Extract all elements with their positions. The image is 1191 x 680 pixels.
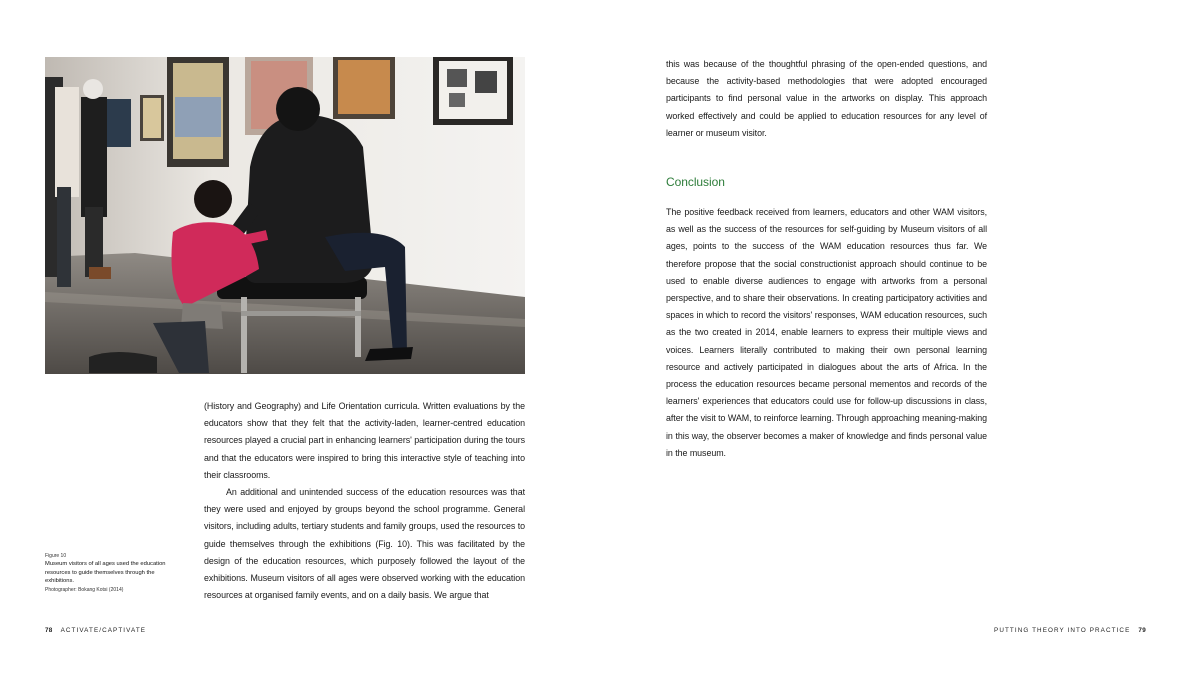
figure-credit: Photographer: Bokang Kotsi (2014) [45, 586, 124, 593]
right-running-head: PUTTING THEORY INTO PRACTICE [994, 627, 1131, 634]
section-heading: Conclusion [666, 175, 725, 190]
conclusion-paragraph: The positive feedback received from learners, educators and other WAM visitors, as well as the success of the resources for self-guiding by Museum visitors of all ages, points to the success of the WAM education resources thus far. We therefore propose that the social constructionist approach should continue to be used to enable diverse audiences to engage with artworks from a personal perspective, and to share their observations. In creating participatory activities and spaces in which to record the visitors' responses, WAM education resources, such as the two created in 2014, enable learners to express their multiple views and voices. Learners literally contributed to making their own personal learning resource and actively participated in dialogues about the arts of Africa. In the process the education resources became personal mementos and records of the learners' experiences that educators could use for follow-up discussions in class, after the visit to WAM, to reinforce learning. Through approaching meaning-making in this way, the observer becomes a maker of knowledge and finds personal value in the museum. [666, 207, 987, 458]
figure-label: Figure 10 [45, 553, 67, 559]
museum-photo [45, 57, 525, 374]
right-page-body [666, 56, 987, 462]
left-paragraph-1: (History and Geography) and Life Orientation curricula. Written evaluations by the educators show that they felt that the activity-laden, learner-centred education resources played a crucial part in enhancing learners' participation during the tours and that the educators were inspired to bring this interactive style of teaching into their classrooms. [204, 401, 525, 480]
left-paragraph-2: An additional and unintended success of the education resources was that they were used and enjoyed by groups beyond the school programme. General visitors, including adults, tertiary students and family groups, used the resources to guide themselves through the exhibitions (Fig. 10). This was facilitated by the design of the education resources, which purposely followed the layout of the exhibitions. Museum visitors of all ages were observed working with the education resources at organised family events, and on a daily basis. We argue that [204, 487, 525, 601]
right-page-number: 79 [1138, 627, 1146, 634]
figure-caption-text: Museum visitors of all ages used the education resources to guide themselves through the exhibitions. [45, 561, 166, 585]
left-running-head: ACTIVATE/CAPTIVATE [60, 627, 147, 634]
left-page-number: 78 [45, 627, 53, 634]
left-footer [45, 627, 146, 634]
museum-photo-illustration [45, 57, 525, 374]
figure-caption [45, 552, 180, 594]
right-intro-paragraph: this was because of the thoughtful phrasing of the open-ended questions, and because the activity-based methodologies that were adopted encouraged participants to find personal value in the artworks on display. This approach worked effectively and could be applied to education resources for any level of learner or museum visitor. [666, 59, 987, 138]
left-page-body [204, 398, 525, 604]
right-footer [994, 627, 1146, 634]
